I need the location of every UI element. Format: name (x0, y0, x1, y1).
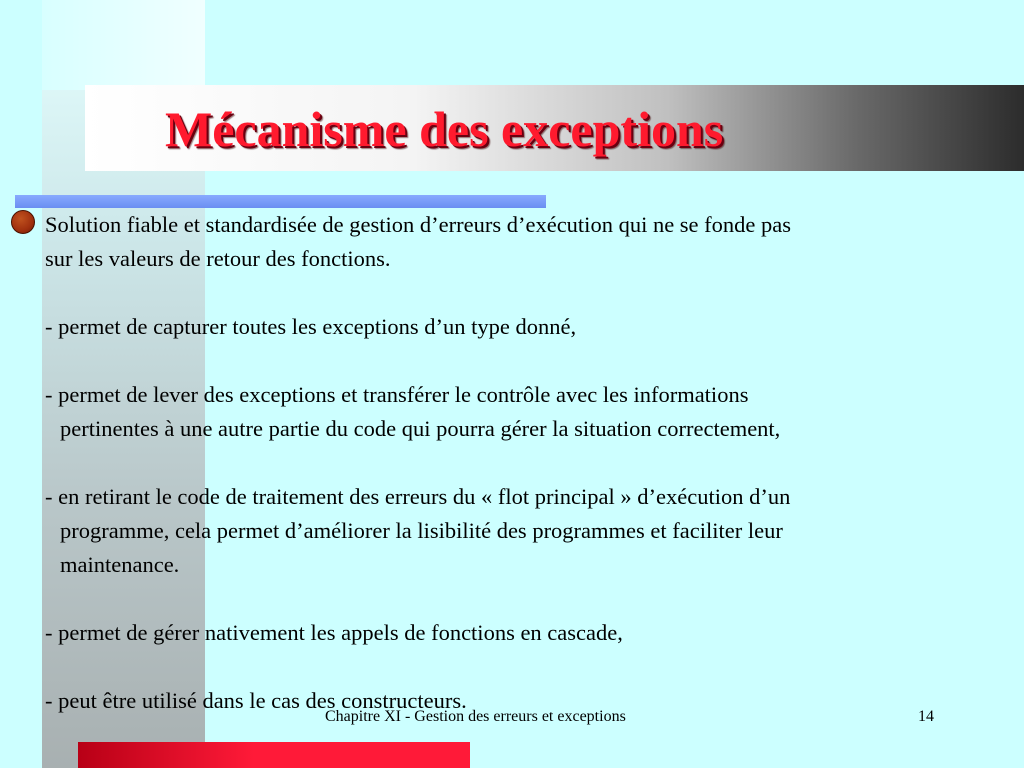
point-cascade: - permet de gérer nativement les appels de fonctions en cascade, (45, 620, 623, 645)
slide-title: Mécanisme des exceptions (165, 101, 724, 157)
footer-page-number: 14 (918, 708, 934, 725)
spacer (45, 446, 1005, 480)
footer-chapter: Chapitre XI - Gestion des erreurs et exceptions (325, 708, 626, 725)
spacer (45, 276, 1005, 310)
point-readability-continued: maintenance. (60, 552, 180, 577)
point-capture: - permet de capturer toutes les exceptions d’un type donné, (45, 314, 577, 339)
point-readability-continued: programme, cela permet d’améliorer la lisibilité des programmes et faciliter leur (60, 518, 783, 543)
point-throw: - permet de lever des exceptions et transférer le contrôle avec les informations (45, 382, 749, 407)
slide-body (45, 208, 1005, 718)
point-readability: - en retirant le code de traitement des erreurs du « flot principal » d’exécution d’un (45, 484, 791, 509)
point-constructors: - peut être utilisé dans le cas des constructeurs. (45, 688, 467, 713)
red-accent-bar (78, 742, 470, 768)
blue-divider-rule (15, 195, 546, 208)
spacer (45, 344, 1005, 378)
intro-line: sur les valeurs de retour des fonctions. (45, 246, 391, 271)
round-bullet-icon (11, 210, 35, 234)
intro-line: Solution fiable et standardisée de gestion d’erreurs d’exécution qui ne se fonde pas (45, 212, 792, 237)
left-band-top-highlight (42, 0, 205, 90)
point-throw-continued: pertinentes à une autre partie du code qui pourra gérer la situation correctement, (60, 416, 781, 441)
spacer (45, 582, 1005, 616)
spacer (45, 650, 1005, 684)
